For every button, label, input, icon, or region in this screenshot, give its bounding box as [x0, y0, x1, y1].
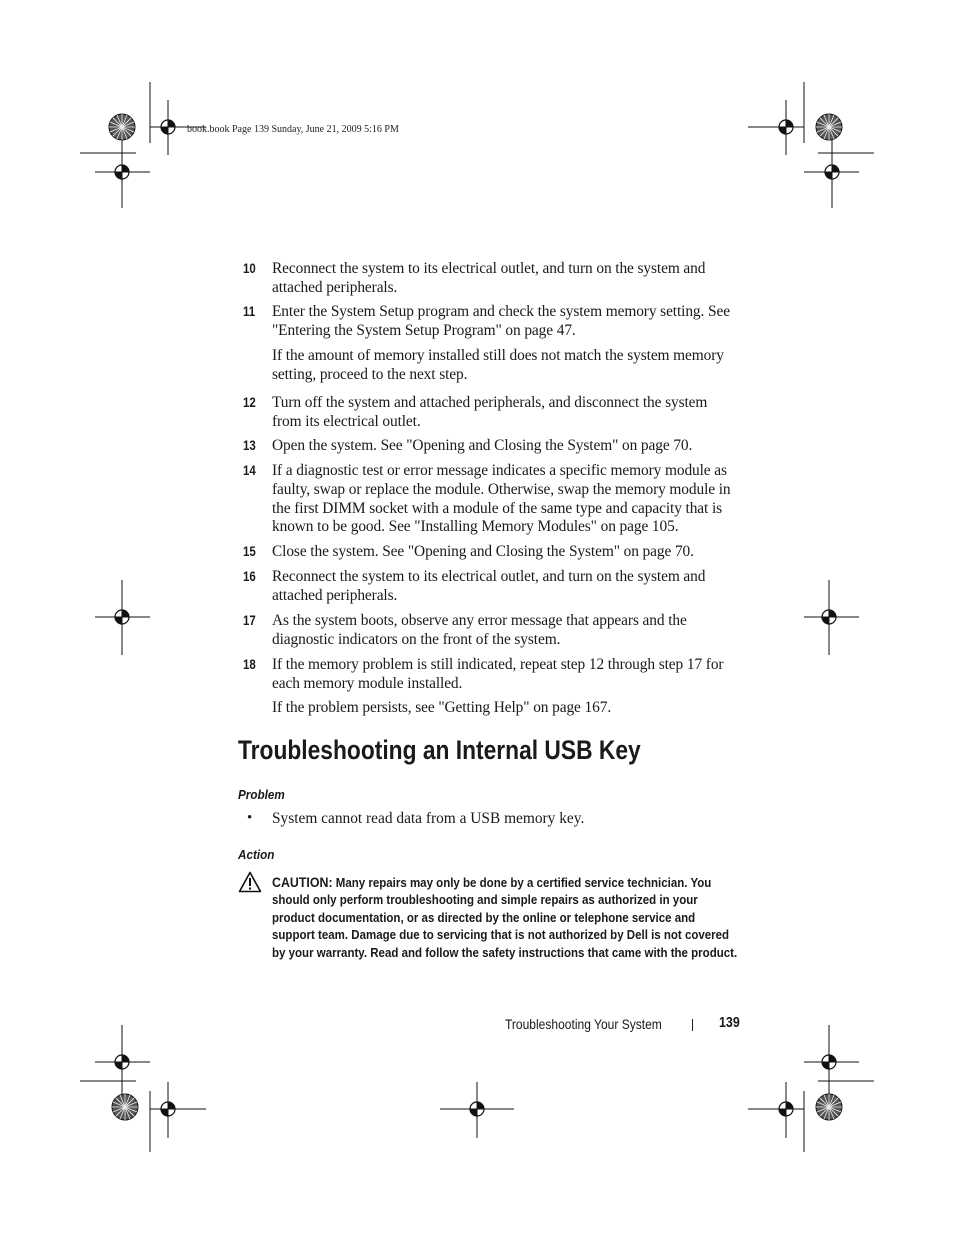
step-text: If a diagnostic test or error message indicates a specific memory module as faulty, swap or replace the module. Otherwise, swap the memory module in the first DIMM socket with a module of the same type and capacity that is known to be good. See "Installing Memory Modules" on page 105. — [272, 462, 731, 536]
step-number: 13 — [243, 438, 256, 453]
step-text: Reconnect the system to its electrical outlet, and turn on the system and attached peripherals. — [272, 260, 706, 296]
step-number: 12 — [243, 395, 256, 410]
page-number: 139 — [719, 1015, 740, 1031]
bullet-icon: • — [247, 810, 253, 826]
step-number: 11 — [243, 304, 256, 319]
step-number: 16 — [243, 569, 256, 584]
section-heading: Troubleshooting an Internal USB Key — [238, 735, 641, 765]
footer-chapter: Troubleshooting Your System — [505, 1016, 662, 1032]
caution-label: CAUTION: — [272, 874, 333, 890]
step-text: Open the system. See "Opening and Closing the System" on page 70. — [272, 437, 693, 454]
step-number: 17 — [243, 613, 256, 628]
footer-divider — [692, 1019, 693, 1031]
step-number: 14 — [243, 463, 256, 478]
problem-label: Problem — [238, 787, 285, 802]
step-number: 10 — [243, 261, 256, 276]
step-text: Close the system. See "Opening and Closing the System" on page 70. — [272, 543, 694, 560]
print-slug: book.book Page 139 Sunday, June 21, 2009 5:16 PM — [187, 124, 399, 135]
problem-bullet: System cannot read data from a USB memory key. — [272, 810, 585, 827]
step-number: 18 — [243, 657, 256, 672]
step-text: As the system boots, observe any error message that appears and the diagnostic indicators on the front of the system. — [272, 612, 687, 648]
step-text: Turn off the system and attached peripherals, and disconnect the system from its electrical outlet. — [272, 394, 708, 430]
step-text: If the memory problem is still indicated, repeat step 12 through step 17 for each memory module installed. — [272, 656, 724, 692]
step-11-note: If the amount of memory installed still does not match the system memory setting, proceed to the next step. — [272, 347, 724, 383]
action-label: Action — [238, 847, 275, 862]
caution-note — [272, 874, 739, 961]
caution-icon — [238, 871, 262, 893]
step-number: 15 — [243, 544, 256, 559]
caution-text: Many repairs may only be done by a certified service technician. You should only perform troubleshooting and simple repairs as authorized in your product documentation, or as directed by the online or telephone service and support team. Damage due to servicing that is not authorized by Dell is not covered by your warranty. Read and follow the safety instructions that came with the product. — [272, 875, 738, 960]
step-text: Reconnect the system to its electrical outlet, and turn on the system and attached peripherals. — [272, 568, 706, 604]
step-text: Enter the System Setup program and check the system memory setting. See "Entering the System Setup Program" on page 47. — [272, 303, 730, 339]
step-18-note: If the problem persists, see "Getting Help" on page 167. — [272, 699, 612, 716]
